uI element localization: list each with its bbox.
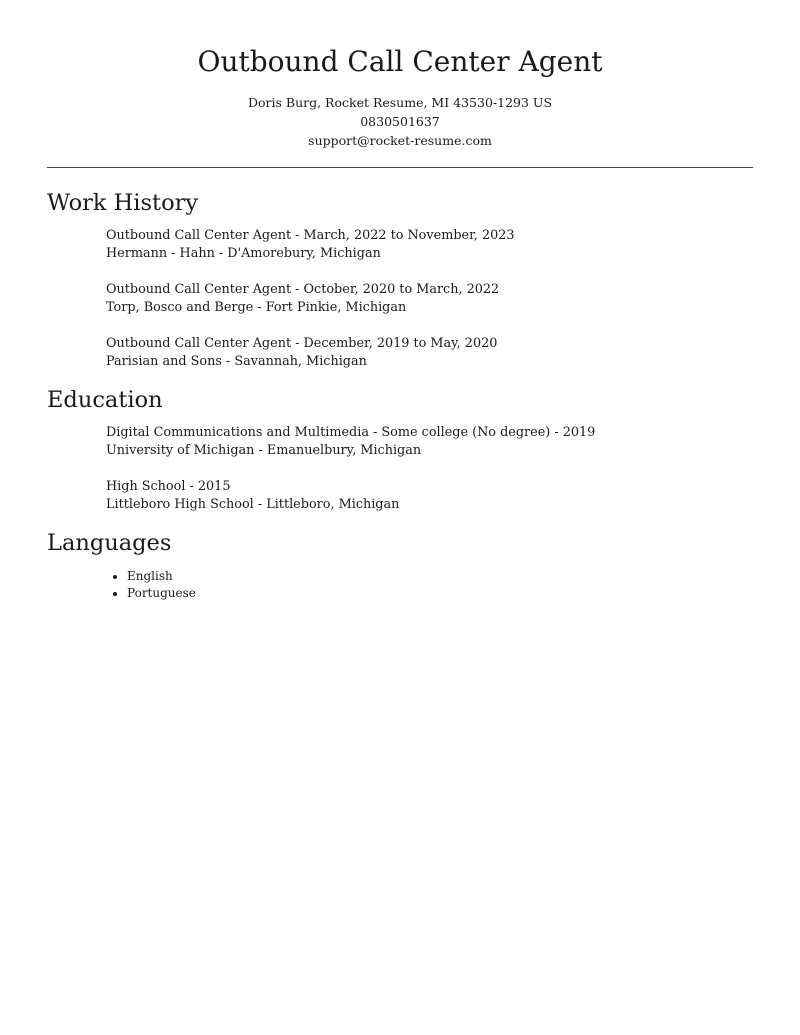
education-entry-school: University of Michigan - Emanuelbury, Michigan xyxy=(106,443,422,458)
language-item xyxy=(113,584,196,602)
work-entry-title: Outbound Call Center Agent - October, 2020 to March, 2022 xyxy=(106,282,500,297)
contact-address: Doris Burg, Rocket Resume, MI 43530-1293 US xyxy=(247,95,553,110)
education-entry-school: Littleboro High School - Littleboro, Michigan xyxy=(106,497,400,512)
work-entry-title: Outbound Call Center Agent - March, 2022 to November, 2023 xyxy=(106,228,515,243)
work-entry-company: Torp, Bosco and Berge - Fort Pinkie, Michigan xyxy=(106,300,407,315)
education-entry-degree: Digital Communications and Multimedia - Some college (No degree) - 2019 xyxy=(106,425,596,440)
resume-title: Outbound Call Center Agent xyxy=(197,45,603,78)
education-entry-degree: High School - 2015 xyxy=(106,479,231,494)
work-entry-title: Outbound Call Center Agent - December, 2019 to May, 2020 xyxy=(106,336,498,351)
section-heading-education: Education xyxy=(47,387,163,413)
contact-email: support@rocket-resume.com xyxy=(308,133,492,148)
language-label: Portuguese xyxy=(127,586,196,600)
section-heading-work-history: Work History xyxy=(47,190,199,216)
work-entry-company: Parisian and Sons - Savannah, Michigan xyxy=(106,354,367,369)
language-item xyxy=(113,567,173,585)
language-label: English xyxy=(127,569,173,583)
work-entry-company: Hermann - Hahn - D'Amorebury, Michigan xyxy=(106,246,381,261)
header-divider xyxy=(47,167,753,168)
section-heading-languages: Languages xyxy=(47,530,172,556)
contact-phone: 0830501637 xyxy=(360,114,440,129)
